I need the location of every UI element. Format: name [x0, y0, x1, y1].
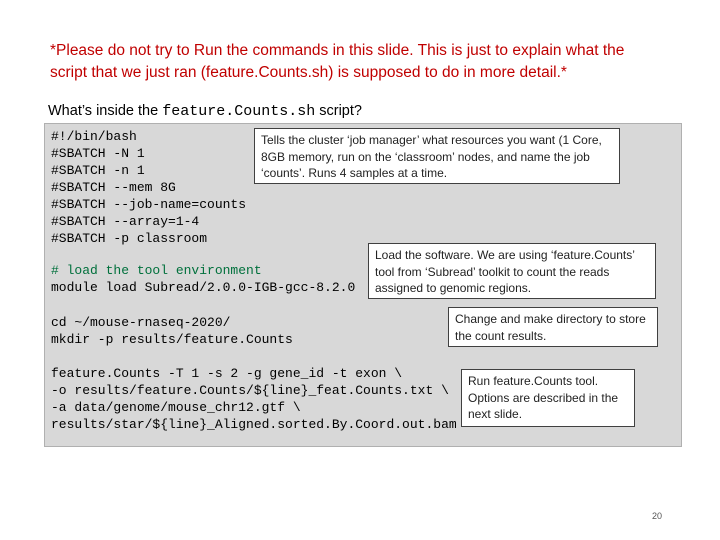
sbatch-header-code	[51, 128, 246, 247]
code-line: feature.Counts -T 1 -s 2 -g gene_id -t exon \	[51, 366, 403, 381]
code-line: #SBATCH -N 1	[51, 146, 145, 161]
warning-line-2: script that we just ran (feature.Counts.sh) is supposed to do in more detail.*	[50, 64, 567, 81]
subtitle	[48, 103, 362, 120]
code-line: -a data/genome/mouse_chr12.gtf \	[51, 400, 301, 415]
cd-note: Change and make directory to store the count results.	[448, 307, 658, 347]
module-load-code: module load Subread/2.0.0-IGB-gcc-8.2.0	[51, 280, 356, 295]
code-line: cd ~/mouse-rnaseq-2020/	[51, 315, 231, 330]
code-line: #SBATCH -n 1	[51, 163, 145, 178]
code-line: #SBATCH -p classroom	[51, 231, 208, 246]
code-line: #SBATCH --job-name=counts	[51, 197, 247, 212]
warning-line-1: *Please do not try to Run the commands in this slide. This is just to explain what the	[50, 42, 625, 59]
subtitle-suffix: script?	[315, 103, 362, 119]
subtitle-prefix: What’s inside the	[48, 103, 163, 119]
featurecounts-note: Run feature.Counts tool. Options are described in the next slide.	[461, 369, 635, 427]
warning-text	[50, 40, 690, 84]
sbatch-note: Tells the cluster ‘job manager’ what resources you want (1 Core, 8GB memory, run on the ‘classroom’ nodes, and name the job ‘counts’. Runs 4 samples at a time.	[254, 128, 620, 184]
code-line: mkdir -p results/feature.Counts	[51, 332, 293, 347]
module-note: Load the software. We are using ‘feature.Counts’ tool from ‘Subread’ toolkit to count the reads assigned to genomic regions.	[368, 243, 656, 299]
code-line: #SBATCH --array=1-4	[51, 214, 200, 229]
code-line: #SBATCH --mem 8G	[51, 180, 176, 195]
featurecounts-code	[51, 365, 457, 433]
subtitle-filename: feature.Counts.sh	[162, 103, 316, 120]
slide-number: 20	[652, 511, 663, 521]
code-line: -o results/feature.Counts/${line}_feat.Counts.txt \	[51, 383, 449, 398]
code-line: results/star/${line}_Aligned.sorted.By.Coord.out.bam	[51, 417, 457, 432]
cd-mkdir-code	[51, 314, 293, 348]
code-comment: # load the tool environment	[51, 263, 262, 278]
code-line: #!/bin/bash	[51, 129, 137, 144]
